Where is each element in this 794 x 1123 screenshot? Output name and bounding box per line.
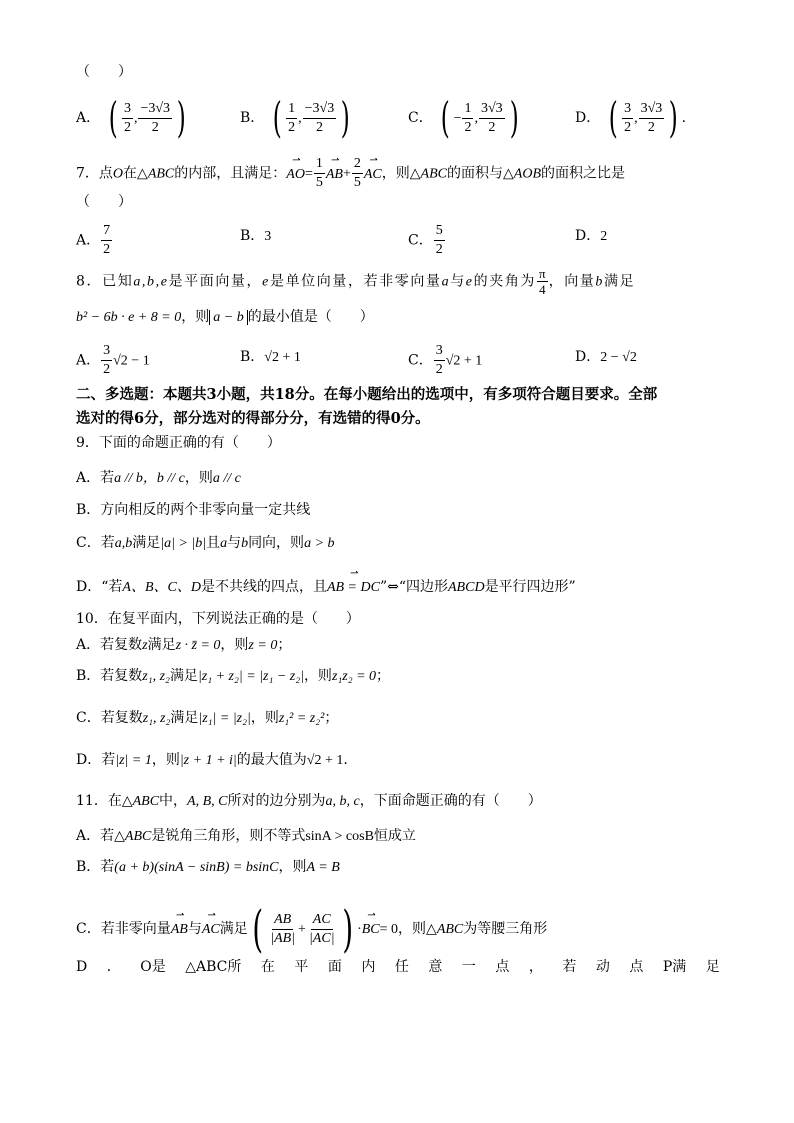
q6-answer-paren: （ ）	[76, 64, 132, 80]
q6-option-a: A． ( $\frac{3}{2}$ , $\frac{-3√3}{2}$ )	[76, 93, 186, 142]
q8-option-a: A． $\frac{3}{2}$ √2 − 1	[76, 343, 150, 377]
q11-option-c: C．若非零向量AB ⇀与AC ⇀满足( $\frac{AB}{|AB|}$ + $\frac{AC}{|AC|}$ ) ·BC ⇀= 0，则△ABC为等腰三角形	[76, 907, 547, 951]
q10-option-c: C．若复数z₁, z₂满足|z₁| = |z₂|，则z₁² = z₂²；	[76, 710, 339, 726]
q8-stem-line1: 8．已知a,b,e是平面向量，e是单位向量，若非零向量a与e的夹角为 $\frac{\pi}{4}$ ，向量b满足	[76, 266, 636, 297]
q9-option-d: D．“若A、B、C、D是不共线的四点，且AB = DC ⇀”⇔“四边形ABCD是平行四边形”	[76, 577, 576, 598]
q9-option-c: C．若a,b满足|a| > |b|且a与b同向，则a > b	[76, 535, 335, 551]
q9-option-b: B．方向相反的两个非零向量一定共线	[76, 502, 311, 518]
q10-option-d: D．若|z| = 1，则|z + 1 + i|的最大值为√2 + 1.	[76, 752, 348, 768]
q9-option-a: A．若a // b，b // c，则a // c	[76, 470, 241, 486]
q11-option-b: B．若(a + b)(sinA − sinB) = bsinC，则A = B	[76, 859, 340, 875]
section-2-heading-line1: 二、多选题：本题共3小题，共18分。在每小题给出的选项中，有多项符合题目要求。全部	[76, 386, 658, 403]
q6-option-c: C． ( − $\frac{1}{2}$ , $\frac{3√3}{2}$ )	[408, 93, 519, 142]
q9-stem: 9．下面的命题正确的有（ ）	[76, 435, 281, 451]
q7-answer-paren: （ ）	[76, 194, 132, 210]
q7-option-b: B．3	[240, 228, 272, 244]
q7-option-c: C． $\frac{5}{2}$	[408, 223, 443, 257]
q11-stem: 11．在△ABC中，A, B, C所对的边分别为a, b, c，下面命题正确的有（ ）	[76, 793, 542, 809]
q6-option-d: D． ( $\frac{3}{2}$ , $\frac{3√3}{2}$ ) .	[575, 93, 687, 142]
q8-stem-line2: b² − 6b · e + 8 = 0，则 a − b 的最小值是（ ）	[76, 309, 374, 325]
q6-option-b: B． ( $\frac{1}{2}$ , $\frac{-3√3}{2}$ )	[240, 93, 350, 142]
q7-option-a: A． $\frac{7}{2}$	[76, 223, 111, 257]
q7-stem: 7．点O在△ABC的内部，且满足：AO ⇀= $\frac{1}{5}$ AB ⇀+ $\frac{2}{5}$ AC ⇀，则△ABC的面积与△AOB的面积之比是	[76, 155, 625, 192]
q7-option-d: D．2	[575, 228, 608, 244]
q8-option-b: B．√2 + 1	[240, 349, 301, 365]
q10-option-b: B．若复数z₁, z₂满足|z₁ + z₂| = |z₁ − z₂|，则z₁z₂ = 0；	[76, 668, 391, 684]
q8-option-d: D．2 − √2	[575, 349, 637, 365]
section-2-heading-line2: 选对的得6分，部分选对的得部分分，有选错的得0分。	[76, 410, 430, 427]
q11-option-d: D ． O是 △ABC所 在 平 面 内 任 意 一 点 ， 若 动 点 P满 足	[76, 959, 720, 975]
q11-option-a: A．若△ABC是锐角三角形，则不等式sinA > cosB恒成立	[76, 828, 416, 844]
q10-option-a: A．若复数z满足z · z̄ = 0，则z = 0；	[76, 637, 292, 653]
q8-option-c: C． $\frac{3}{2}$ √2 + 1	[408, 343, 483, 377]
q10-stem: 10．在复平面内，下列说法正确的是（ ）	[76, 611, 360, 627]
